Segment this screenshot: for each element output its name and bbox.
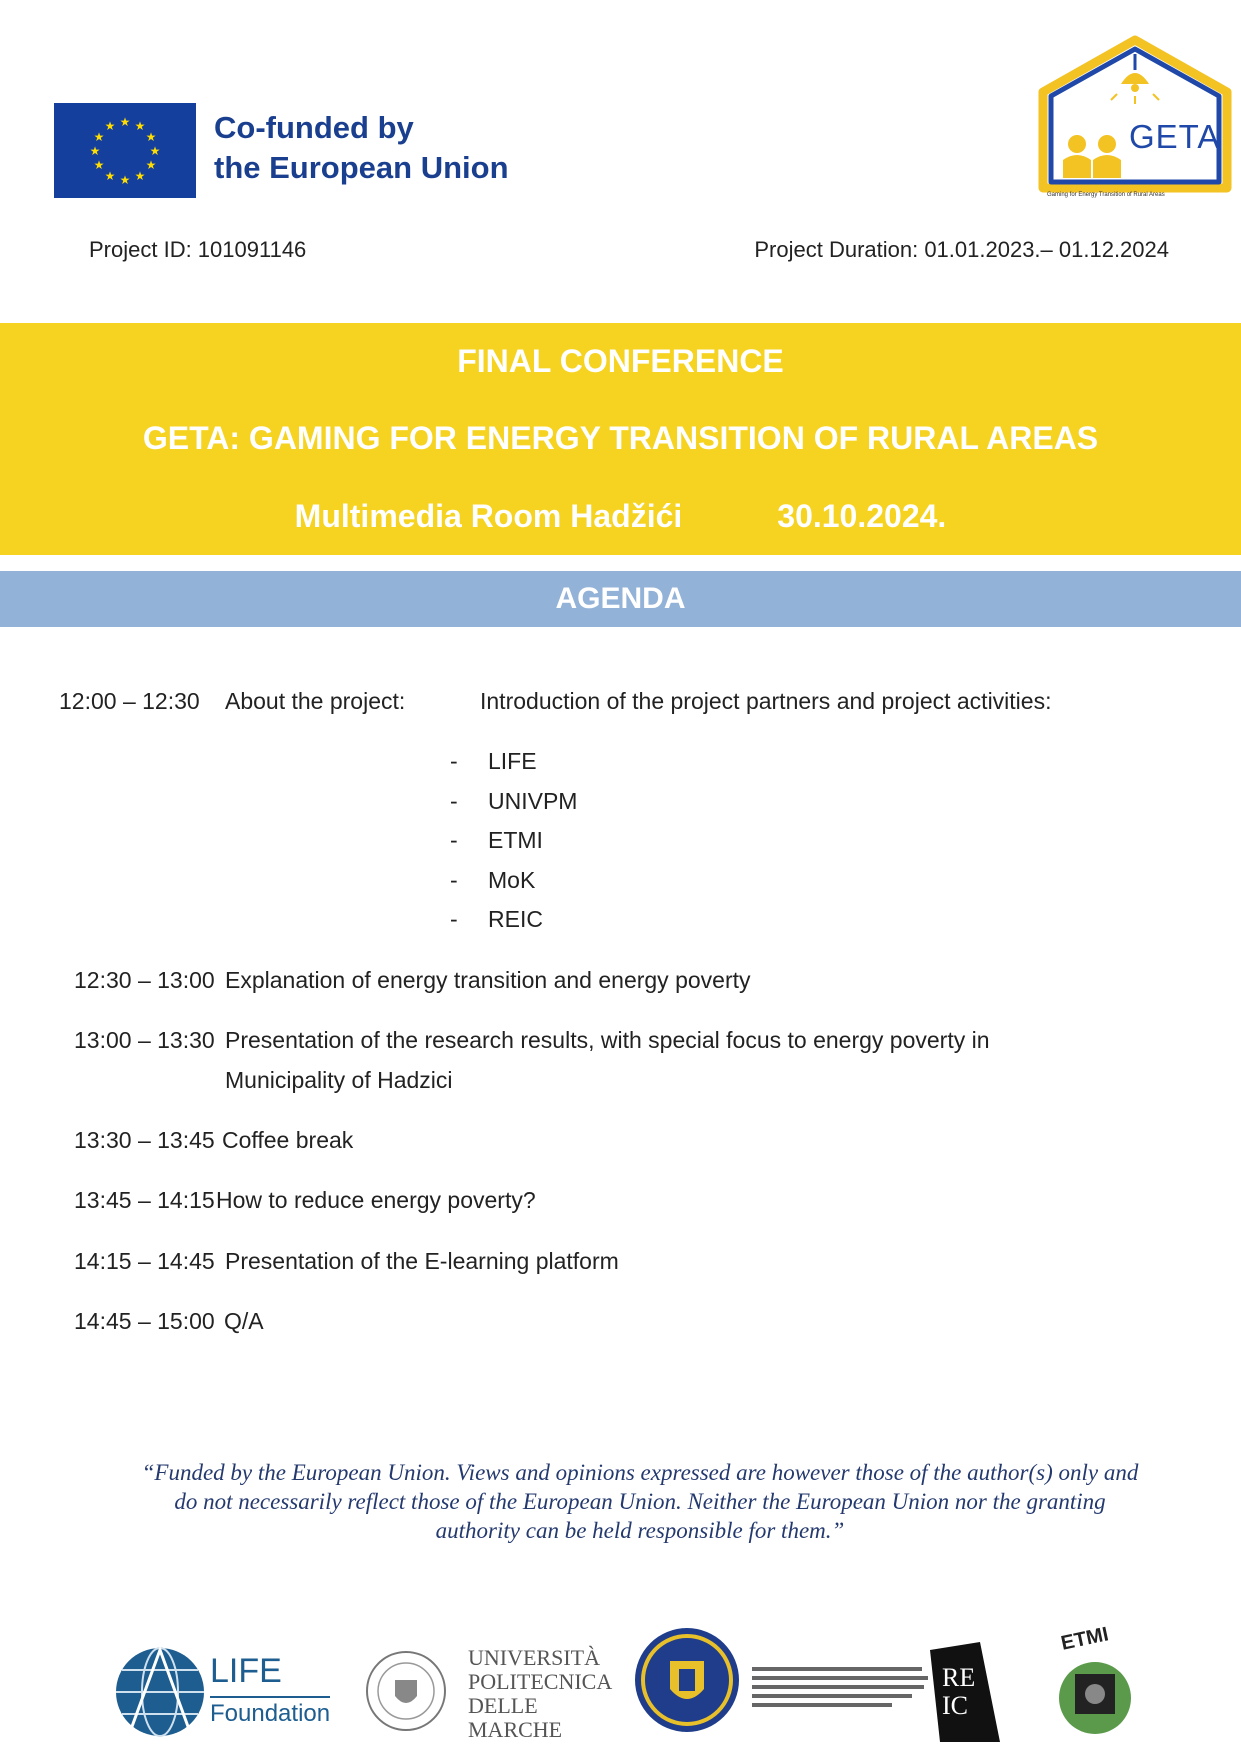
- eu-line-1: Co-funded by: [214, 110, 414, 145]
- agenda-text-2: Explanation of energy transition and energy poverty: [225, 967, 751, 993]
- etmi-emblem-icon: [1055, 1648, 1135, 1738]
- municipality-seal-icon: [632, 1625, 742, 1735]
- star-icon: ★: [119, 173, 131, 187]
- banner-venue-date: [0, 498, 1241, 535]
- univpm-logo: [365, 1644, 625, 1744]
- star-icon: ★: [145, 130, 157, 144]
- eu-line-2: the European Union: [214, 150, 509, 185]
- eu-disclaimer: [90, 1458, 1190, 1545]
- list-item: - REIC: [450, 906, 543, 932]
- agenda-heading: AGENDA: [0, 571, 1241, 627]
- geta-logo-tagline: Gaming for Energy Transition of Rural Areas: [1047, 192, 1165, 198]
- globe-icon: [110, 1642, 210, 1742]
- disclaimer-line-1: “Funded by the European Union. Views and opinions expressed are however those of the author(s) only and: [141, 1460, 1139, 1485]
- life-foundation-logo: [110, 1642, 340, 1742]
- star-icon: ★: [104, 169, 116, 183]
- star-icon: ★: [145, 158, 157, 172]
- agenda-time-1: 12:00 – 12:30: [59, 688, 200, 714]
- star-icon: ★: [134, 169, 146, 183]
- agenda-time-4: 13:30 – 13:45: [74, 1127, 215, 1153]
- disclaimer-line-3: authority can be held responsible for them.”: [435, 1518, 845, 1543]
- star-icon: ★: [104, 119, 116, 133]
- star-icon: ★: [93, 130, 105, 144]
- star-icon: ★: [89, 144, 101, 158]
- agenda-text-4: Coffee break: [222, 1127, 354, 1153]
- agenda-time-7: 14:45 – 15:00: [74, 1308, 215, 1334]
- list-item: - MoK: [450, 866, 536, 893]
- agenda-text-3: Presentation of the research results, with special focus to energy poverty in: [225, 1027, 990, 1053]
- agenda-time-6: 14:15 – 14:45: [74, 1248, 215, 1274]
- agenda-label-1: About the project:: [225, 688, 406, 714]
- agenda-text-1: Introduction of the project partners and project activities:: [480, 688, 1052, 714]
- life-logo-rule: [210, 1696, 330, 1698]
- partner-name: MoK: [488, 866, 536, 893]
- disclaimer-line-2: do not necessarily reflect those of the European Union. Neither the European Union nor the granting: [174, 1489, 1106, 1514]
- geta-logo: [1035, 34, 1235, 206]
- agenda-time-2: 12:30 – 13:00: [74, 967, 215, 993]
- list-item: - ETMI: [450, 827, 543, 853]
- eu-cofunded-text: [214, 108, 509, 188]
- project-id: Project ID: 101091146: [89, 237, 307, 262]
- partner-logos: [0, 1620, 1241, 1755]
- agenda-text-6: Presentation of the E-learning platform: [225, 1248, 619, 1274]
- reic-mark-text: RE IC: [942, 1663, 976, 1720]
- agenda-text-3b: Municipality of Hadzici: [225, 1067, 453, 1093]
- reic-logo: [752, 1642, 1002, 1742]
- star-icon: ★: [149, 144, 161, 158]
- univpm-line-3: DELLE MARCHE: [468, 1693, 563, 1742]
- agenda-time-3: 13:00 – 13:30: [74, 1027, 215, 1053]
- etmi-logo-word: ETMI: [1059, 1623, 1111, 1655]
- univpm-line-2: POLITECNICA: [468, 1669, 613, 1694]
- agenda-text-7: Q/A: [224, 1308, 264, 1334]
- agenda-text-5: How to reduce energy poverty?: [216, 1187, 536, 1213]
- eu-flag: [54, 103, 196, 198]
- univpm-line-1: UNIVERSITÀ: [468, 1645, 600, 1670]
- life-logo-sub: Foundation: [210, 1700, 331, 1727]
- etmi-logo: [1055, 1623, 1135, 1738]
- life-logo-word: LIFE: [210, 1652, 282, 1690]
- banner-venue: Multimedia Room Hadžići: [294, 498, 683, 534]
- star-icon: ★: [119, 115, 131, 129]
- partner-name: UNIVPM: [488, 787, 578, 814]
- banner-date: 30.10.2024.: [777, 498, 947, 534]
- agenda-time-5: 13:45 – 14:15: [74, 1187, 215, 1213]
- municipality-seal-logo: [632, 1625, 742, 1735]
- star-icon: ★: [134, 119, 146, 133]
- list-item: - UNIVPM: [450, 787, 578, 814]
- univpm-text: [468, 1646, 625, 1742]
- partner-name: LIFE: [488, 748, 537, 774]
- banner-subtitle: GETA: GAMING FOR ENERGY TRANSITION OF RURAL AREAS: [142, 420, 1099, 456]
- geta-logo-word: GETA: [1129, 118, 1221, 155]
- project-duration: Project Duration: 01.01.2023.– 01.12.2024: [754, 237, 1169, 262]
- star-icon: ★: [93, 158, 105, 172]
- partner-list: [450, 742, 577, 940]
- reic-text-lines: [752, 1662, 932, 1712]
- partner-name: REIC: [488, 906, 543, 932]
- university-seal-icon: [365, 1650, 447, 1732]
- banner-title: FINAL CONFERENCE: [457, 343, 784, 379]
- conference-banner: [0, 323, 1241, 555]
- partner-name: ETMI: [488, 827, 543, 853]
- list-item: - LIFE: [450, 748, 537, 774]
